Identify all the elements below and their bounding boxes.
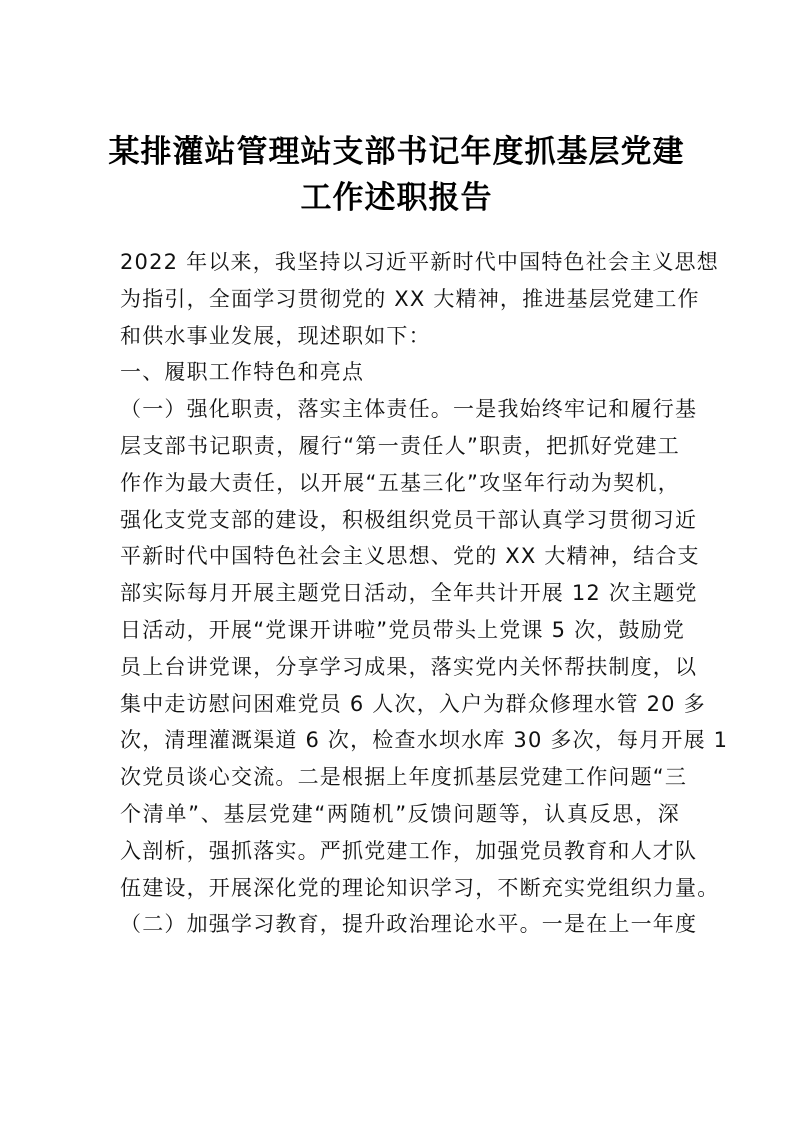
- body-line: 为指引，全面学习贯彻党的 XX 大精神，推进基层党建工作: [120, 286, 700, 311]
- body-line: 和供水事业发展，现述职如下：: [120, 323, 431, 348]
- body-line: 个清单”、基层党建“两随机”反馈问题等，认真反思，深: [120, 801, 680, 826]
- body-line: 日活动，开展“党课开讲啦”党员带头上党课 5 次，鼓励党: [120, 617, 686, 642]
- body-line: 员上台讲党课，分享学习成果，落实党内关怀帮扶制度，以: [120, 654, 698, 679]
- body-line: （一）强化职责，落实主体责任。一是我始终牢记和履行基: [120, 397, 698, 422]
- body-line: 作作为最大责任，以开展“五基三化”攻坚年行动为契机，: [120, 470, 680, 495]
- body-line: 强化支党支部的建设，积极组织党员干部认真学习贯彻习近: [120, 507, 698, 532]
- section-heading: 一、履职工作特色和亮点: [120, 360, 365, 385]
- document-title-line-1: 某排灌站管理站支部书记年度抓基层党建: [108, 134, 685, 170]
- body-line: 次，清理灌溉渠道 6 次，检查水坝水库 30 多次，每月开展 1: [120, 728, 729, 753]
- document-title-line-2: 工作述职报告: [300, 180, 493, 216]
- body-line: 入剖析，强抓落实。严抓党建工作，加强党员教育和人才队: [120, 838, 698, 863]
- body-line: 层支部书记职责，履行“第一责任人”职责，把抓好党建工: [120, 433, 680, 458]
- body-line: （二）加强学习教育，提升政治理论水平。一是在上一年度: [120, 912, 698, 937]
- document-body: [120, 244, 729, 943]
- body-line: 平新时代中国特色社会主义思想、党的 XX 大精神，结合支: [120, 544, 700, 569]
- body-line: 集中走访慰问困难党员 6 人次，入户为群众修理水管 20 多: [120, 691, 706, 716]
- body-line: 部实际每月开展主题党日活动，全年共计开展 12 次主题党: [120, 581, 698, 606]
- body-line: 2022 年以来，我坚持以习近平新时代中国特色社会主义思想: [120, 250, 719, 274]
- body-line: 次党员谈心交流。二是根据上年度抓基层党建工作问题“三: [120, 765, 688, 790]
- body-line: 伍建设，开展深化党的理论知识学习，不断充实党组织力量。: [120, 875, 720, 900]
